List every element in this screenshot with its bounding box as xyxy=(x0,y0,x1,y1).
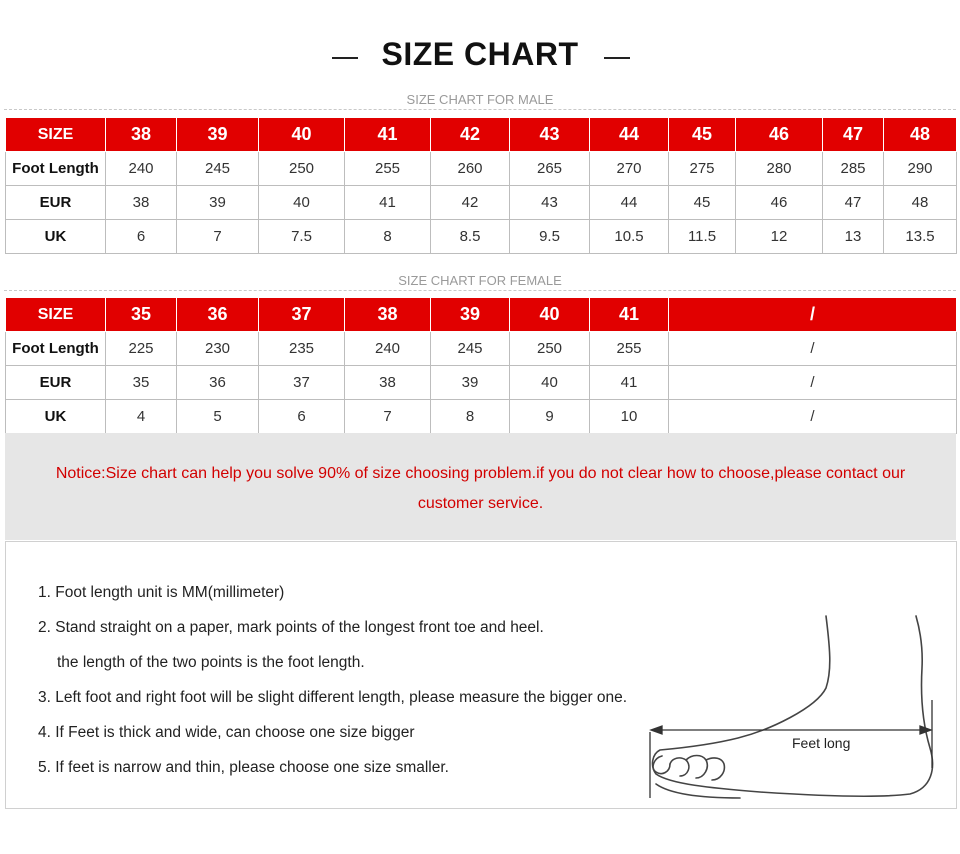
size-cell: 35 xyxy=(106,298,177,332)
size-cell: 41 xyxy=(590,298,669,332)
table-cell: 35 xyxy=(106,366,177,400)
table-cell: 250 xyxy=(510,332,590,366)
row-label: SIZE xyxy=(6,118,106,152)
female-row-size xyxy=(6,298,957,332)
table-cell: 47 xyxy=(823,186,884,220)
table-cell: 8 xyxy=(431,400,510,434)
table-cell: 240 xyxy=(345,332,431,366)
row-label: EUR xyxy=(6,366,106,400)
table-cell: 45 xyxy=(669,186,736,220)
table-cell: 285 xyxy=(823,152,884,186)
table-cell: 42 xyxy=(431,186,510,220)
table-cell: 12 xyxy=(736,220,823,254)
feet-long-label: Feet long xyxy=(792,735,851,751)
male-size-table xyxy=(5,117,957,254)
title-block xyxy=(0,36,960,80)
table-cell: 41 xyxy=(345,186,431,220)
table-cell: / xyxy=(669,366,957,400)
male-row-foot-length xyxy=(6,152,957,186)
table-cell: 290 xyxy=(884,152,957,186)
table-cell: 48 xyxy=(884,186,957,220)
size-cell: 42 xyxy=(431,118,510,152)
row-label: UK xyxy=(6,400,106,434)
size-cell: 39 xyxy=(431,298,510,332)
table-cell: 5 xyxy=(177,400,259,434)
table-cell: 235 xyxy=(259,332,345,366)
female-row-eur xyxy=(6,366,957,400)
table-cell: 40 xyxy=(510,366,590,400)
table-cell: 36 xyxy=(177,366,259,400)
table-cell: 11.5 xyxy=(669,220,736,254)
size-cell: 40 xyxy=(259,118,345,152)
divider xyxy=(4,109,956,110)
table-cell: 255 xyxy=(590,332,669,366)
row-label: Foot Length xyxy=(6,152,106,186)
table-cell: 39 xyxy=(431,366,510,400)
table-cell: 9.5 xyxy=(510,220,590,254)
table-cell: 240 xyxy=(106,152,177,186)
table-cell: 7.5 xyxy=(259,220,345,254)
size-cell: 38 xyxy=(106,118,177,152)
size-cell: 38 xyxy=(345,298,431,332)
female-subtitle: SIZE CHART FOR FEMALE xyxy=(398,273,562,288)
size-cell: 44 xyxy=(590,118,669,152)
foot-measurement-diagram xyxy=(640,608,940,803)
guide-step-continuation: the length of the two points is the foot length. xyxy=(57,654,365,671)
male-row-eur xyxy=(6,186,957,220)
size-cell: 46 xyxy=(736,118,823,152)
measure-line xyxy=(650,700,932,798)
table-cell: 40 xyxy=(259,186,345,220)
table-cell: 280 xyxy=(736,152,823,186)
table-cell: / xyxy=(669,400,957,434)
table-cell: 8.5 xyxy=(431,220,510,254)
table-cell: 13 xyxy=(823,220,884,254)
female-subtitle-block xyxy=(4,273,956,293)
female-size-table xyxy=(5,297,957,434)
table-cell: 44 xyxy=(590,186,669,220)
table-cell: 260 xyxy=(431,152,510,186)
size-cell: 48 xyxy=(884,118,957,152)
guide-step: 1. Foot length unit is MM(millimeter) xyxy=(38,584,285,601)
size-cell: 36 xyxy=(177,298,259,332)
size-cell: 47 xyxy=(823,118,884,152)
notice-box xyxy=(5,433,956,540)
table-cell: 9 xyxy=(510,400,590,434)
female-row-foot-length xyxy=(6,332,957,366)
guide-step: 3. Left foot and right foot will be slight different length, please measure the bigger one. xyxy=(38,689,628,706)
guide-step: 4. If Feet is thick and wide, can choose one size bigger xyxy=(38,724,415,741)
table-cell: 275 xyxy=(669,152,736,186)
male-subtitle-block xyxy=(4,92,956,112)
table-cell: 46 xyxy=(736,186,823,220)
table-cell: 265 xyxy=(510,152,590,186)
table-cell: 7 xyxy=(345,400,431,434)
table-cell: 6 xyxy=(106,220,177,254)
table-cell: 230 xyxy=(177,332,259,366)
guide-steps xyxy=(38,575,627,785)
table-cell: 39 xyxy=(177,186,259,220)
size-cell: / xyxy=(669,298,957,332)
table-cell: / xyxy=(669,332,957,366)
table-cell: 270 xyxy=(590,152,669,186)
table-cell: 245 xyxy=(177,152,259,186)
size-cell: 45 xyxy=(669,118,736,152)
table-cell: 41 xyxy=(590,366,669,400)
table-cell: 4 xyxy=(106,400,177,434)
male-row-size xyxy=(6,118,957,152)
male-row-uk xyxy=(6,220,957,254)
table-cell: 8 xyxy=(345,220,431,254)
guide-step: 2. Stand straight on a paper, mark points of the longest front toe and heel. xyxy=(38,619,544,636)
female-row-uk xyxy=(6,400,957,434)
size-cell: 41 xyxy=(345,118,431,152)
table-cell: 10.5 xyxy=(590,220,669,254)
row-label: Foot Length xyxy=(6,332,106,366)
table-cell: 6 xyxy=(259,400,345,434)
row-label: UK xyxy=(6,220,106,254)
row-label: EUR xyxy=(6,186,106,220)
table-cell: 43 xyxy=(510,186,590,220)
table-cell: 38 xyxy=(106,186,177,220)
divider xyxy=(4,290,956,291)
size-cell: 40 xyxy=(510,298,590,332)
size-cell: 39 xyxy=(177,118,259,152)
notice-text: Notice:Size chart can help you solve 90% of size choosing problem.if you do not clear how to choose,please contact our customer service. xyxy=(55,465,906,512)
male-subtitle: SIZE CHART FOR MALE xyxy=(406,92,554,107)
page-title: SIZE CHART xyxy=(381,36,579,72)
table-cell: 245 xyxy=(431,332,510,366)
title-dash-right xyxy=(604,57,630,59)
size-cell: 37 xyxy=(259,298,345,332)
table-cell: 10 xyxy=(590,400,669,434)
row-label: SIZE xyxy=(6,298,106,332)
size-cell: 43 xyxy=(510,118,590,152)
foot-outline-icon xyxy=(653,616,933,798)
table-cell: 255 xyxy=(345,152,431,186)
table-cell: 38 xyxy=(345,366,431,400)
table-cell: 37 xyxy=(259,366,345,400)
table-cell: 7 xyxy=(177,220,259,254)
table-cell: 13.5 xyxy=(884,220,957,254)
table-cell: 225 xyxy=(106,332,177,366)
guide-step: 5. If feet is narrow and thin, please choose one size smaller. xyxy=(38,759,449,776)
table-cell: 250 xyxy=(259,152,345,186)
